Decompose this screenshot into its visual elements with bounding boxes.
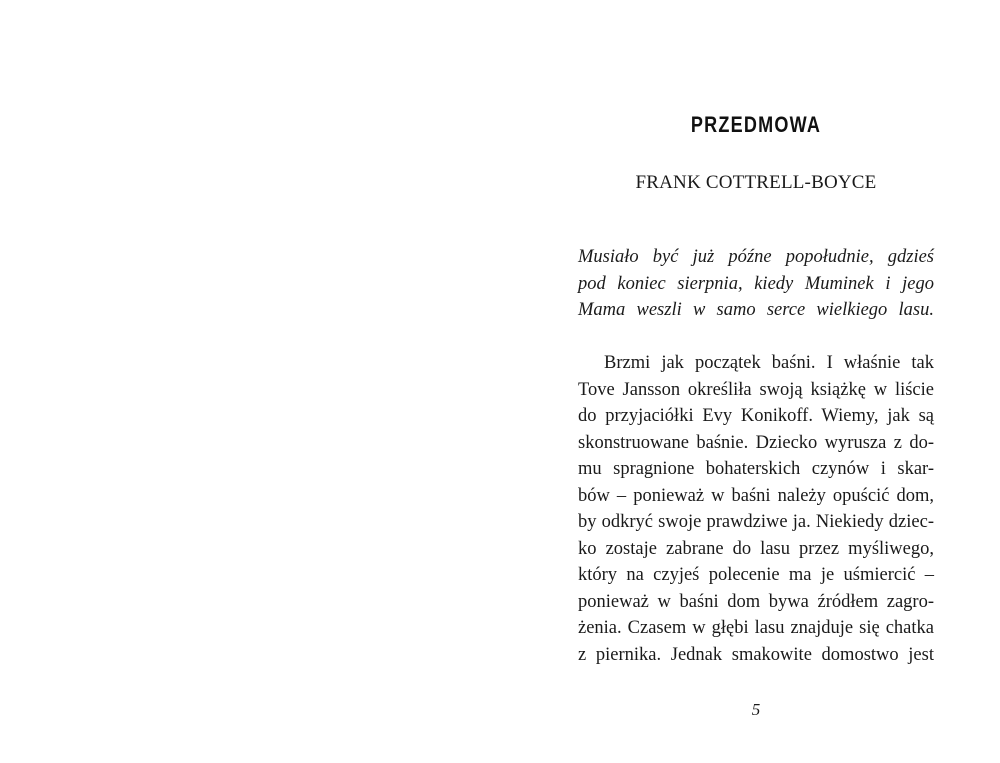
epigraph-line: Musiało być już późne popołudnie, gdzieś xyxy=(578,247,934,267)
body-line: do przyjaciółki Evy Konikoff. Wiemy, jak są xyxy=(578,406,934,426)
body-line: który na czyjeś polecenie ma je uśmiercić – xyxy=(578,565,934,585)
body-paragraph xyxy=(578,350,934,668)
epigraph-line: Mama weszli w samo serce wielkiego lasu. xyxy=(578,300,934,320)
body-line: bów – ponieważ w baśni należy opuścić dom, xyxy=(578,485,934,506)
body-line: ko zostaje zabrane do lasu przez myśliwego, xyxy=(578,538,934,559)
epigraph-line: pod koniec sierpnia, kiedy Muminek i jego xyxy=(578,273,934,294)
body-line: żenia. Czasem w głębi lasu znajduje się chatka xyxy=(578,618,934,638)
body-line: ponieważ w baśni dom bywa źródłem zagro- xyxy=(578,591,934,612)
body-line: by odkryć swoje prawdziwe ja. Niekiedy dziec- xyxy=(578,512,934,532)
body-line: Brzmi jak początek baśni. I właśnie tak xyxy=(604,353,934,373)
author-name: FRANK COTTRELL-BOYCE xyxy=(635,172,877,193)
body-line: mu spragnione bohaterskich czynów i skar- xyxy=(578,459,934,479)
page-number: 5 xyxy=(751,700,761,719)
chapter-title: PRZEDMOWA xyxy=(690,112,822,137)
body-line: z piernika. Jednak smakowite domostwo jest xyxy=(578,644,934,665)
body-line: skonstruowane baśnie. Dziecko wyrusza z do- xyxy=(578,432,934,453)
epigraph xyxy=(578,244,934,324)
body-line: Tove Jansson określiła swoją książkę w liście xyxy=(578,379,934,400)
